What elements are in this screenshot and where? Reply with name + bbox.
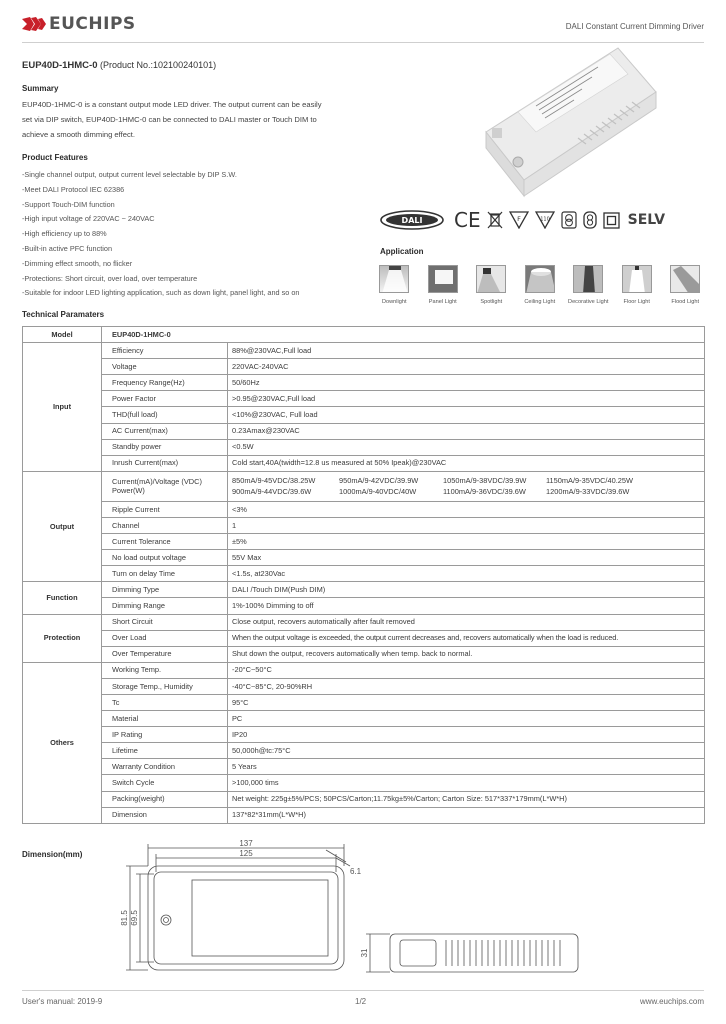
application-label: Floor Light xyxy=(623,299,650,305)
param-name: Working Temp. xyxy=(102,662,228,678)
table-row xyxy=(23,614,705,630)
table-row xyxy=(23,455,705,471)
table-row xyxy=(23,694,705,710)
feature-item: -High efficiency up to 88% xyxy=(22,229,107,239)
table-row xyxy=(23,327,705,343)
dim-69-5-label: 69.5 xyxy=(130,910,139,926)
feature-item: -High input voltage of 220VAC ~ 240VAC xyxy=(22,214,155,224)
param-value: 220VAC-240VAC xyxy=(228,359,705,375)
feature-item: -Dimming effect smooth, no flicker xyxy=(22,258,133,268)
output-option: 1150mA/9-35VDC/40.25W xyxy=(546,476,633,486)
table-row xyxy=(23,582,705,598)
param-value: <3% xyxy=(228,501,705,517)
output-current-line xyxy=(232,488,700,496)
feature-item: -Built-in active PFC function xyxy=(22,243,113,253)
param-value: <1.5s, at230Vac xyxy=(228,566,705,582)
param-name: Tc xyxy=(102,694,228,710)
feature-item: -Meet DALI Protocol IEC 62386 xyxy=(22,184,125,194)
output-option: 850mA/9-45VDC/38.25W xyxy=(232,476,316,486)
application-item xyxy=(661,265,710,305)
panel-light-icon xyxy=(428,265,458,293)
param-name: AC Current(max) xyxy=(102,423,228,439)
model-value: EUP40D-1HMC-0 xyxy=(102,327,705,343)
param-name: Over Load xyxy=(102,630,228,646)
table-row xyxy=(23,662,705,678)
weee-bin-icon xyxy=(487,210,503,230)
spotlight-icon xyxy=(476,265,506,293)
table-row xyxy=(23,630,705,646)
output-current-line xyxy=(232,477,700,485)
temperature-mark-icon xyxy=(535,211,555,229)
param-value: >100,000 tims xyxy=(228,775,705,791)
feature-item: -Suitable for indoor LED lighting application, such as down light, panel light, and so on xyxy=(22,288,300,298)
group-output: Output xyxy=(23,471,102,581)
param-value: Close output, recovers automatically after fault removed xyxy=(228,614,705,630)
application-label: Spotlight xyxy=(480,299,503,305)
param-name: Efficiency xyxy=(102,343,228,359)
application-label: Flood Light xyxy=(671,299,700,305)
f-mark-text: F xyxy=(516,215,521,223)
ceiling-light-icon xyxy=(525,265,555,293)
param-name: No load output voltage xyxy=(102,550,228,566)
selv-mark: SELV xyxy=(627,212,666,228)
output-option: 1100mA/9-36VDC/39.6W xyxy=(443,486,526,496)
param-name: Dimming Type xyxy=(102,582,228,598)
param-value: >0.95@230VAC,Full load xyxy=(228,391,705,407)
param-name: Storage Temp., Humidity xyxy=(102,678,228,694)
application-item xyxy=(419,265,468,305)
technical-parameters-title: Technical Paramaters xyxy=(22,310,105,319)
param-name: Inrush Current(max) xyxy=(102,455,228,471)
table-row xyxy=(23,343,705,359)
dali-logo-icon xyxy=(380,210,444,230)
dim-137-label: 137 xyxy=(239,839,253,848)
dimension-title: Dimension(mm) xyxy=(22,850,83,859)
param-name: Warranty Condition xyxy=(102,759,228,775)
application-label: Panel Light xyxy=(428,299,457,305)
param-name: Dimming Range xyxy=(102,598,228,614)
table-row xyxy=(23,550,705,566)
table-row xyxy=(23,359,705,375)
group-function: Function xyxy=(23,582,102,614)
param-value: -40°C~85°C, 20-90%RH xyxy=(228,678,705,694)
dim-81-5-label: 81.5 xyxy=(120,910,129,926)
model-line xyxy=(22,60,216,71)
double-insulation-icon xyxy=(603,212,620,229)
application-item xyxy=(613,265,662,305)
features-title: Product Features xyxy=(22,153,88,162)
downlight-icon xyxy=(379,265,409,293)
param-value: PC xyxy=(228,711,705,727)
param-value: ±5% xyxy=(228,534,705,550)
param-value xyxy=(228,471,705,501)
brand-logo xyxy=(22,14,136,34)
param-value: 50,000h@tc:75°C xyxy=(228,743,705,759)
flood-light-icon xyxy=(670,265,700,293)
param-name: Material xyxy=(102,711,228,727)
ce-mark-icon: CE xyxy=(454,208,481,232)
output-option: 950mA/9-42VDC/39.9W xyxy=(339,476,419,486)
safety-transformer-icon xyxy=(561,211,577,229)
product-photo xyxy=(478,40,658,200)
brand-name: EUCHIPS xyxy=(49,14,136,34)
param-value: When the output voltage is exceeded, the output current decreases and, recovers automatically when the load is reduced. xyxy=(228,630,705,646)
table-row xyxy=(23,391,705,407)
param-value: 95°C xyxy=(228,694,705,710)
independent-gear-icon xyxy=(583,211,597,229)
table-row xyxy=(23,775,705,791)
floor-light-icon xyxy=(622,265,652,293)
table-row xyxy=(23,759,705,775)
product-number: (Product No.:102100240101) xyxy=(100,60,217,70)
param-name: Turn on delay Time xyxy=(102,566,228,582)
summary-line: EUP40D-1HMC-0 is a constant output mode LED driver. The output current can be easily xyxy=(22,100,322,109)
table-row xyxy=(23,598,705,614)
param-name xyxy=(102,471,228,501)
table-row xyxy=(23,471,705,501)
param-value: 137*82*31mm(L*W*H) xyxy=(228,807,705,823)
footer-website: www.euchips.com xyxy=(639,997,704,1006)
application-item xyxy=(370,265,419,305)
param-name-line: Power(W) xyxy=(112,486,145,496)
group-others: Others xyxy=(23,662,102,823)
decorative-light-icon xyxy=(573,265,603,293)
table-row xyxy=(23,407,705,423)
table-row xyxy=(23,566,705,582)
table-row xyxy=(23,743,705,759)
param-name: Standby power xyxy=(102,439,228,455)
param-name: Frequency Range(Hz) xyxy=(102,375,228,391)
output-option: 900mA/9-44VDC/39.6W xyxy=(232,486,312,496)
feature-item: -Single channel output, output current level selectable by DIP S.W. xyxy=(22,170,237,179)
param-value: DALI /Touch DIM(Push DIM) xyxy=(228,582,705,598)
param-value: -20°C~50°C xyxy=(228,662,705,678)
param-value: 1 xyxy=(228,517,705,533)
group-protection: Protection xyxy=(23,614,102,662)
param-name: Switch Cycle xyxy=(102,775,228,791)
param-value: <10%@230VAC, Full load xyxy=(228,407,705,423)
group-input: Input xyxy=(23,343,102,472)
summary-line: achieve a smooth dimming effect. xyxy=(22,130,135,139)
param-name: Packing(weight) xyxy=(102,791,228,807)
param-value: IP20 xyxy=(228,727,705,743)
dim-125-label: 125 xyxy=(239,849,253,858)
table-row xyxy=(23,791,705,807)
param-value: Shut down the output, recovers automatically when temp. back to normal. xyxy=(228,646,705,662)
param-name: IP Rating xyxy=(102,727,228,743)
footer-divider xyxy=(22,990,704,991)
param-name: Ripple Current xyxy=(102,501,228,517)
dim-31-label: 31 xyxy=(360,948,369,958)
model-name: EUP40D-1HMC-0 xyxy=(22,60,98,71)
application-item xyxy=(564,265,613,305)
param-value: 0.23Amax@230VAC xyxy=(228,423,705,439)
table-row xyxy=(23,517,705,533)
f-mark-icon xyxy=(509,211,529,229)
application-label: Downlight xyxy=(381,299,407,305)
application-item xyxy=(467,265,516,305)
table-row xyxy=(23,534,705,550)
euchips-logo-icon xyxy=(22,17,46,31)
page-number: 1/2 xyxy=(355,997,367,1006)
table-row xyxy=(23,375,705,391)
table-row xyxy=(23,678,705,694)
footer-manual-date: User's manual: 2019-9 xyxy=(22,997,103,1006)
document-type: DALI Constant Current Dimming Driver xyxy=(565,22,704,31)
output-option: 1200mA/9-33VDC/39.6W xyxy=(546,486,630,496)
param-name: Voltage xyxy=(102,359,228,375)
param-value: 50/60Hz xyxy=(228,375,705,391)
param-value: Net weight: 225g±5%/PCS; 50PCS/Carton;11.75kg±5%/Carton; Carton Size: 517*337*179mm(L*W*H) xyxy=(228,791,705,807)
summary-line: set via DIP switch, EUP40D-1HMC-0 can be connected to DALI master or Touch DIM to xyxy=(22,115,317,124)
param-name: Short Circuit xyxy=(102,614,228,630)
certification-marks xyxy=(380,208,665,232)
param-value: 88%@230VAC,Full load xyxy=(228,343,705,359)
technical-parameters-table xyxy=(22,326,705,824)
output-option: 1050mA/9-38VDC/39.9W xyxy=(443,476,527,486)
table-row xyxy=(23,727,705,743)
output-option: 1000mA/9-40VDC/40W xyxy=(339,486,417,496)
table-row xyxy=(23,807,705,823)
application-item xyxy=(516,265,565,305)
param-value: 5 Years xyxy=(228,759,705,775)
dim-6-1-label: 6.1 xyxy=(350,867,362,876)
param-name: Over Temperature xyxy=(102,646,228,662)
feature-item: -Support Touch-DIM function xyxy=(22,199,115,209)
param-name: THD(full load) xyxy=(102,407,228,423)
param-value: Cold start,40A(twidth=12.8 us measured at 50% Ipeak)@230VAC xyxy=(228,455,705,471)
application-label: Decorative Light xyxy=(568,299,609,305)
application-list xyxy=(370,265,710,305)
param-value: <0.5W xyxy=(228,439,705,455)
summary-text xyxy=(22,97,357,142)
param-name-line: Current(mA)/Voltage (VDC) xyxy=(112,476,202,486)
table-row xyxy=(23,423,705,439)
table-row xyxy=(23,711,705,727)
param-name: Channel xyxy=(102,517,228,533)
param-name: Lifetime xyxy=(102,743,228,759)
application-label: Ceiling Light xyxy=(524,299,556,305)
model-label: Model xyxy=(23,327,102,343)
param-name: Power Factor xyxy=(102,391,228,407)
feature-item: -Protections: Short circuit, over load, over temperature xyxy=(22,273,198,283)
param-name: Dimension xyxy=(102,807,228,823)
table-row xyxy=(23,439,705,455)
features-list xyxy=(22,168,299,301)
param-value: 1%-100% Dimming to off xyxy=(228,598,705,614)
application-title: Application xyxy=(380,247,424,256)
table-row xyxy=(23,501,705,517)
param-name: Current Tolerance xyxy=(102,534,228,550)
table-row xyxy=(23,646,705,662)
dali-logo-text: DALI xyxy=(401,216,423,225)
temperature-mark-text: 110 xyxy=(539,216,550,223)
dimension-drawing xyxy=(100,836,620,986)
summary-title: Summary xyxy=(22,84,59,93)
param-value: 55V Max xyxy=(228,550,705,566)
